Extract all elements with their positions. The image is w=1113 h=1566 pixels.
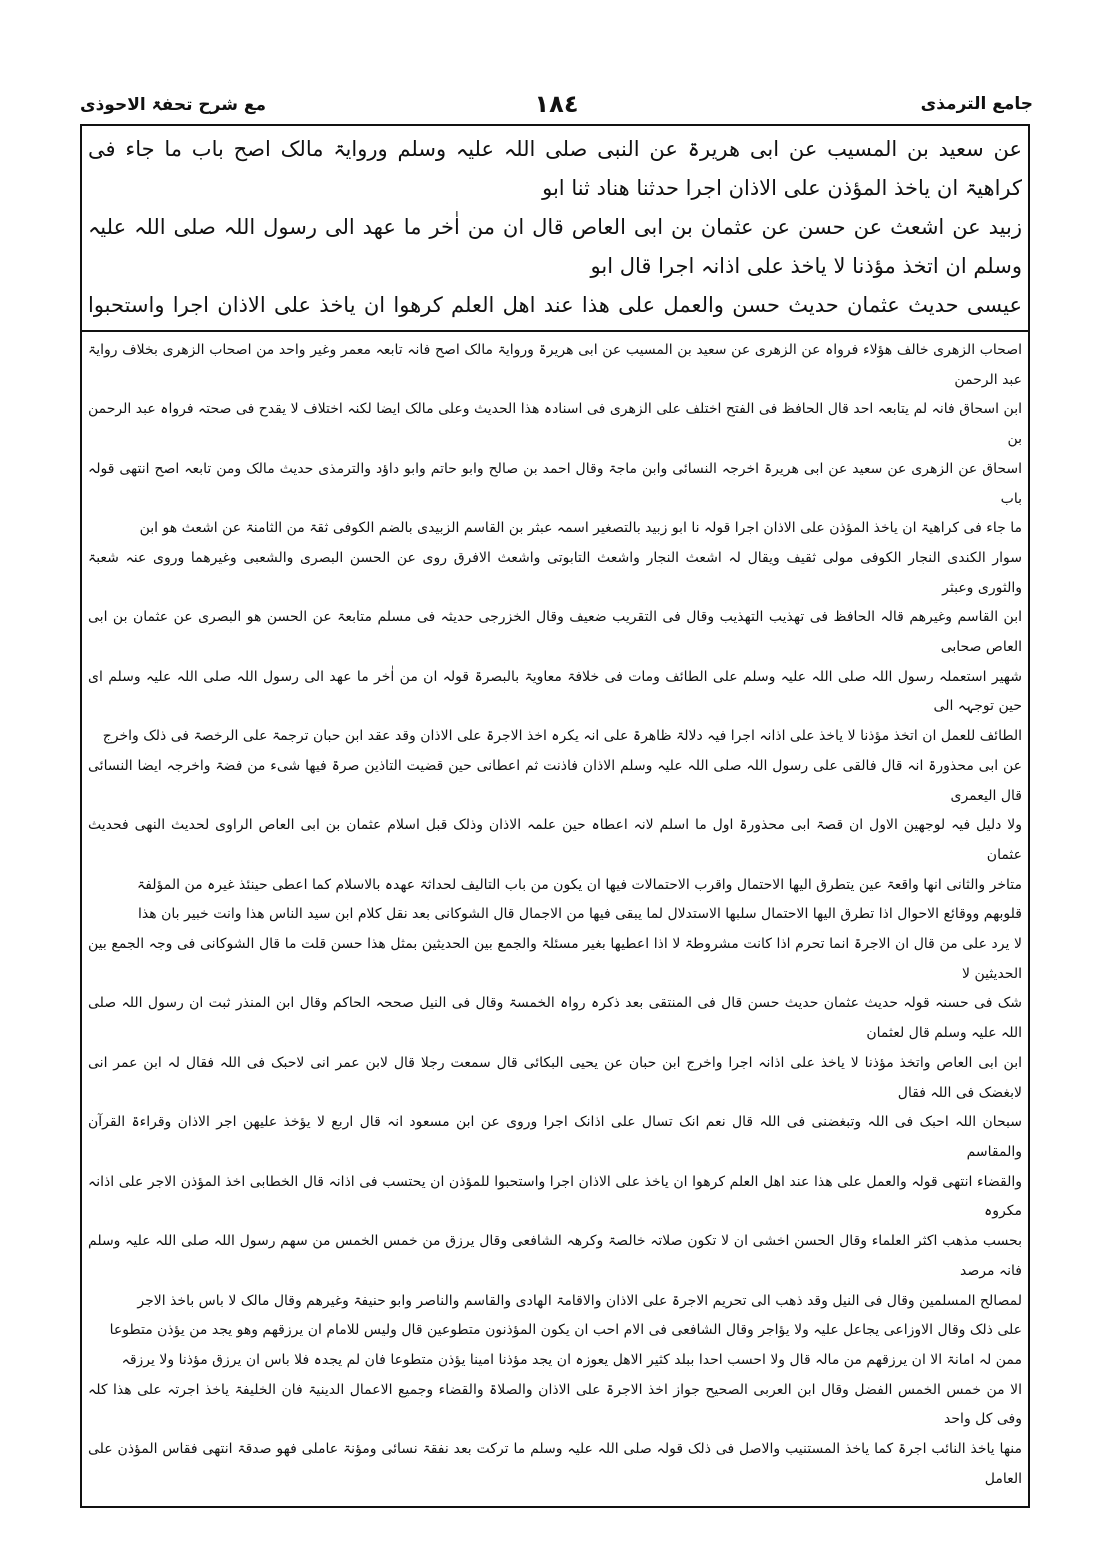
commentary-line: عن ابی محذورۃ انہ قال فالقی علی رسول اللہ صلی اللہ علیہ وسلم الاذان فاذنت ثم اعطانی حین قضیت التاذین صرۃ فیھا شیء من فضۃ واخرجہ ایضا النسائی قال الیعمری <box>88 757 1022 804</box>
commentary-line: اسحاق عن الزھری عن سعید عن ابی ھریرۃ اخرجہ النسائی وابن ماجۃ وقال احمد بن صالح وابو حاتم وابو داؤد والترمذی حدیث مالک ومن تابعہ اصح انتھی قولہ باب <box>88 460 1022 507</box>
main-line: زبید عن اشعث عن حسن عن عثمان بن ابی العاص قال ان من اٰخر ما عھد الی رسول اللہ صلی اللہ علیہ وسلم ان اتخذ مؤذنا لا یاخذ علی اذانہ اجرا قال ابو <box>88 215 1022 278</box>
commentary-line: بحسب مذھب اکثر العلماء وقال الحسن اخشی ان لا تکون صلاتہ خالصۃ وکرھہ الشافعی وقال یرزق من خمس الخمس من سھم رسول اللہ صلی اللہ علیہ وسلم فانہ مرصد <box>88 1233 1022 1279</box>
commentary-line: والقضاء انتھی قولہ والعمل علی ھذا عند اھل العلم کرھوا ان یاخذ علی الاذان اجرا واستحبوا للمؤذن ان یحتسب فی اذانہ قال الخطابی اخذ المؤذن الاجر علی اذانہ مکروہ <box>88 1173 1022 1220</box>
running-head <box>80 90 1033 124</box>
commentary-line: الا من خمس الخمس الفضل وقال ابن العربی الصحیح جواز اخذ الاجرۃ علی الاذان والصلاۃ والقضاء وجمیع الاعمال الدینیۃ فان الخلیفۃ یاخذ اجرتہ علی ھذا کلہ وفی کل واحد <box>88 1381 1022 1428</box>
commentary-line: ولا دلیل فیہ لوجھین الاول ان قصۃ ابی محذورۃ اول ما اسلم لانہ اعطاہ حین علمہ الاذان وذلک قبل اسلام عثمان بن ابی العاص الراوی لحدیث النھی فحدیث عثمان <box>88 817 1022 863</box>
commentary-line: شھیر استعملہ رسول اللہ صلی اللہ علیہ وسلم علی الطائف ومات فی خلافۃ معاویۃ بالبصرۃ قولہ ان من اٰخر ما عھد الی رسول اللہ صلی اللہ علیہ وسلم ای حین توجہہ الی <box>88 668 1022 715</box>
commentary-line: ابن ابی العاص واتخذ مؤذنا لا یاخذ علی اذانہ اجرا واخرج ابن حبان عن یحیی البکائی قال سمعت رجلا قال لابن عمر انی لاحبک فی اللہ فقال لہ ابن عمر انی لابغضک فی اللہ فقال <box>88 1054 1022 1101</box>
commentary-line: الطائف للعمل ان اتخذ مؤذنا لا یاخذ علی اذانہ اجرا فیہ دلالۃ ظاھرۃ علی انہ یکرہ اخذ الاجرۃ علی الاذان وقد عقد ابن حبان ترجمۃ علی الرخصۃ فی ذلک واخرج <box>102 728 1022 745</box>
commentary-line: ممن لہ امانۃ الا ان یرزقھم من مالہ قال ولا احسب احدا ببلد کثیر الاھل یعوزہ ان یجد مؤذنا امینا یؤذن متطوعا فان لم یجدہ فلا باس ان یرزق مؤذنا ولا یرزقہ <box>121 1351 1022 1368</box>
main-line: عن سعید بن المسیب عن ابی ھریرۃ عن النبی صلی اللہ علیہ وسلم وروایۃ مالک اصح باب ما جاء فی کراھیۃ ان یاخذ المؤذن علی الاذان اجرا حدثنا ھناد ثنا ابو <box>88 137 1022 200</box>
commentary-title: مع شرح تحفۃ الاحوذی <box>80 95 266 115</box>
commentary-line: اصحاب الزھری خالف ھؤلاء فرواہ عن الزھری عن سعید بن المسیب عن ابی ھریرۃ وروایۃ مالک اصح فانہ تابعہ معمر وغیر واحد من اصحاب الزھری بخلاف روایۃ عبد الرحمن <box>88 342 1022 388</box>
commentary-line: شک فی حسنہ قولہ حدیث عثمان حدیث حسن قال فی المنتقی بعد ذکرہ رواہ الخمسۃ وقال فی النیل صححہ الحاکم وقال ابن المنذر ثبت ان رسول اللہ صلی اللہ علیہ وسلم قال لعثمان <box>88 995 1022 1042</box>
commentary-line: سوار الکندی النجار الکوفی مولی ثقیف ویقال لہ اشعث النجار واشعث التابوتی واشعث الافرق روی عن الحسن البصری والشعبی وغیرھما وروی عنہ شعبۃ والثوری وعبثر <box>88 549 1022 596</box>
book-title: جامع الترمذی <box>920 94 1033 114</box>
commentary-line: ما جاء فی کراھیۃ ان یاخذ المؤذن علی الاذان اجرا قولہ نا ابو زبید بالتصغیر اسمہ عبثر بن القاسم الزبیدی بالضم الکوفی ثقۃ من الثامنۃ عن اشعث ھو ابن <box>139 520 1022 537</box>
main-text <box>88 130 1022 326</box>
commentary-line: سبحان اللہ احبک فی اللہ وتبغضنی فی اللہ قال نعم انک تسال علی اذانک اجرا وروی عن ابن مسعود انہ قال اربع لا یؤخذ علیھن اجر الاذان وقراءۃ القرآن والمقاسم <box>88 1114 1022 1160</box>
commentary-line: لا یرد علی من قال ان الاجرۃ انما تحرم اذا کانت مشروطۃ لا اذا اعطیھا بغیر مسئلۃ والجمع بین الحدیثین بمثل ھذا حسن قلت ما قال الشوکانی فی وجہ الجمع بین الحدیثین لا <box>88 936 1022 982</box>
commentary-line: متاخر والثانی انھا واقعۃ عین یتطرق الیھا الاحتمال واقرب الاحتمالات فیھا ان یکون من باب التالیف لحداثۃ عھدہ بالاسلام کما اعطی حینئذ غیرہ من المؤلفۃ <box>136 876 1022 893</box>
commentary-line: منھا یاخذ النائب اجرۃ کما یاخذ المستنیب والاصل فی ذلک قولہ صلی اللہ علیہ وسلم ما ترکت بعد نفقۃ نسائی ومؤنۃ عاملی فھو صدقۃ انتھی فقاس المؤذن علی العامل <box>88 1441 1022 1487</box>
commentary-line: ابن القاسم وغیرھم قالہ الحافظ فی تھذیب التھذیب وقال فی التقریب ضعیف وقال الخزرجی حدیثہ فی مسلم متابعۃ عن الحسن ھو البصری عن عثمان بن ابی العاص صحابی <box>88 609 1022 656</box>
commentary-line: ابن اسحاق فانہ لم یتابعہ احد قال الحافظ فی الفتح اختلف علی الزھری فی اسنادہ ھذا الحدیث وعلی مالک ایضا لکنہ اختلاف لا یقدح فی صحتہ فرواہ عبد الرحمن بن <box>88 401 1022 448</box>
commentary-line: علی ذلک وقال الاوزاعی یجاعل علیہ ولا یؤاجر وقال الشافعی فی الام احب ان یکون المؤذنون متطوعین قال ولیس للامام ان یرزقھم وھو یجد من یؤذن متطوعا <box>109 1322 1022 1339</box>
commentary-line <box>88 1494 1022 1500</box>
section-divider <box>82 330 1028 332</box>
page-number: ١٨٤ <box>534 90 579 118</box>
commentary-line: قلوبھم ووقائع الاحوال اذا تطرق الیھا الاحتمال سلبھا الاستدلال لما یبقی فیھا من الاجمال قال الشوکانی بعد نقل کلام ابن سید الناس ھذا وانت خبیر بان ھذا <box>138 906 1022 923</box>
text-frame <box>80 124 1030 1508</box>
commentary-text <box>88 336 1022 1500</box>
commentary-line: لمصالح المسلمین وقال فی النیل وقد ذھب الی تحریم الاجرۃ علی الاذان والاقامۃ الھادی والقاسم والناصر وابو حنیفۃ وغیرھم وقال مالک لا باس باخذ الاجر <box>137 1292 1022 1309</box>
main-line: عیسی حدیث عثمان حدیث حسن والعمل علی ھذا عند اھل العلم کرھوا ان یاخذ علی الاذان اجرا واستحبوا <box>88 293 1022 317</box>
